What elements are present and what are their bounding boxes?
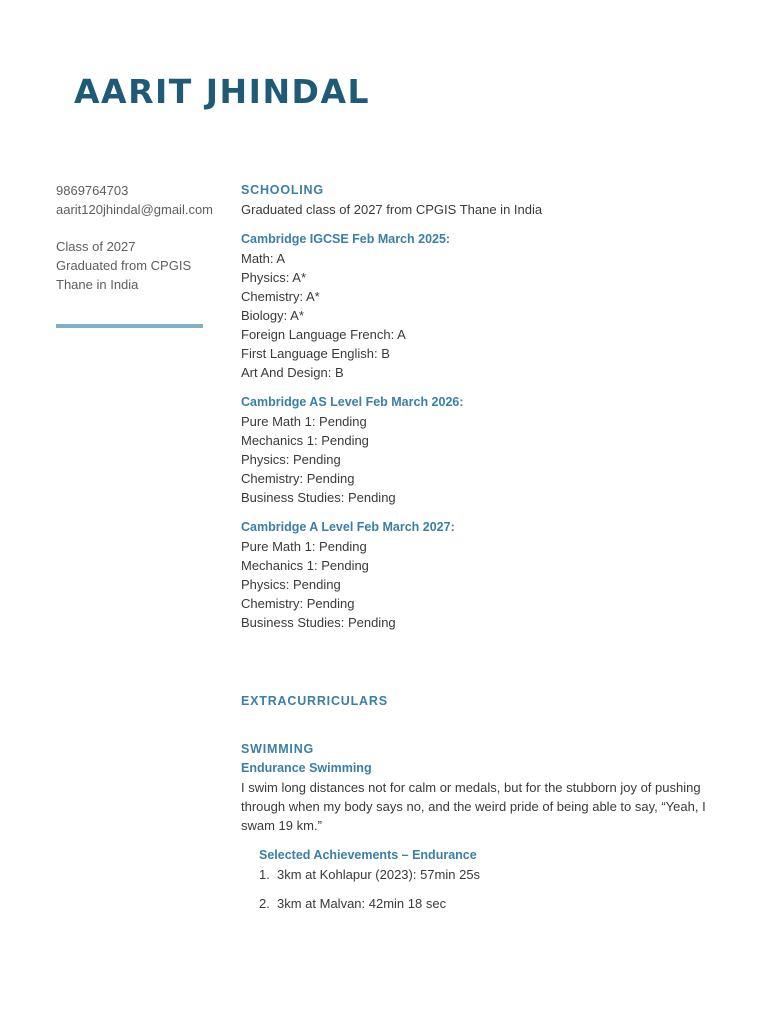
list-item — [259, 894, 711, 913]
grade-item: Math: A — [241, 251, 286, 266]
phone-number: 9869764703 — [56, 183, 129, 198]
swimming-heading: SWIMMING — [241, 742, 315, 756]
exam-group-title: Cambridge A Level Feb March 2027: — [241, 520, 455, 534]
schooling-heading: SCHOOLING — [241, 183, 324, 197]
exam-group-title: Cambridge AS Level Feb March 2026: — [241, 395, 464, 409]
grade-item: First Language English: B — [241, 346, 390, 361]
contact-sidebar — [56, 181, 226, 294]
sidebar-divider — [56, 324, 203, 328]
achievements-title: Selected Achievements – Endurance — [259, 848, 477, 862]
email-address: aarit120jhindal@gmail.com — [56, 202, 213, 217]
grade-item: Chemistry: Pending — [241, 596, 355, 611]
resume-name: AARIT JHINDAL — [74, 72, 371, 111]
summary-line: Class of 2027 — [56, 239, 136, 254]
achievement-text: 3km at Malvan: 42min 18 sec — [277, 896, 447, 911]
swimming-description: I swim long distances not for calm or medals, but for the stubborn joy of pushing through when my body says no, and the weird pride of being able to say, “Yeah, I swam 19 km.” — [241, 780, 706, 833]
extracurriculars-heading: EXTRACURRICULARS — [241, 694, 388, 708]
grade-item: Physics: A* — [241, 270, 307, 285]
summary-line: Thane in India — [56, 277, 139, 292]
grade-item: Pure Math 1: Pending — [241, 539, 367, 554]
grade-item: Mechanics 1: Pending — [241, 558, 369, 573]
grade-item: Art And Design: B — [241, 365, 344, 380]
grade-item: Foreign Language French: A — [241, 327, 406, 342]
grade-item: Business Studies: Pending — [241, 490, 396, 505]
grade-item: Business Studies: Pending — [241, 615, 396, 630]
main-content — [241, 181, 711, 913]
summary-line: Graduated from CPGIS — [56, 258, 192, 273]
exam-group-title: Cambridge IGCSE Feb March 2025: — [241, 232, 451, 246]
list-item — [259, 865, 711, 884]
list-number: 1. — [259, 867, 270, 882]
grade-item: Physics: Pending — [241, 577, 341, 592]
list-number: 2. — [259, 896, 270, 911]
grade-item: Biology: A* — [241, 308, 304, 323]
grade-item: Mechanics 1: Pending — [241, 433, 369, 448]
grade-item: Chemistry: Pending — [241, 471, 355, 486]
grade-item: Physics: Pending — [241, 452, 341, 467]
swimming-subtitle: Endurance Swimming — [241, 761, 372, 775]
achievement-text: 3km at Kohlapur (2023): 57min 25s — [277, 867, 481, 882]
schooling-intro: Graduated class of 2027 from CPGIS Thane in India — [241, 202, 543, 217]
grade-item: Pure Math 1: Pending — [241, 414, 367, 429]
grade-item: Chemistry: A* — [241, 289, 320, 304]
